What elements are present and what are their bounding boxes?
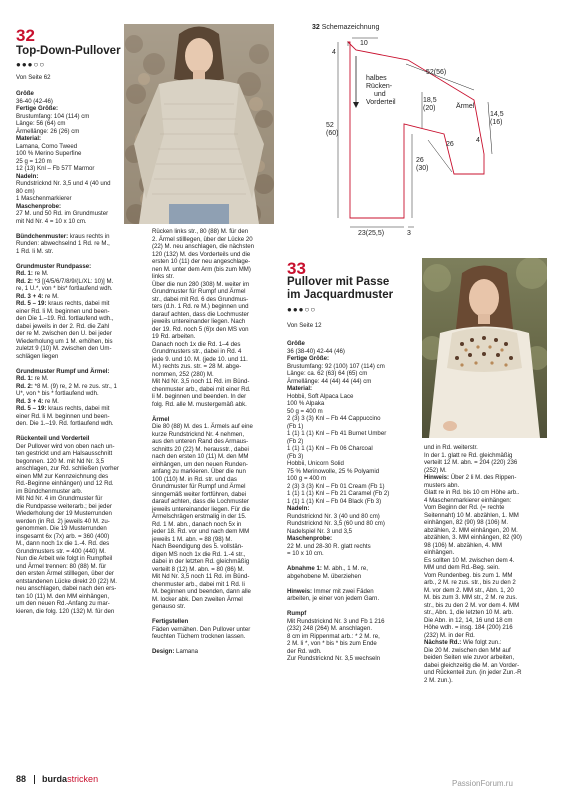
svg-text:und: und	[374, 91, 386, 98]
heading-text: Rumpf	[287, 610, 307, 617]
schematic-drawing	[286, 32, 506, 244]
text-line: Lamana, Como Tweed	[16, 142, 78, 150]
text-line: Länge: ca. 62 (63) 64 (65) cm	[287, 370, 368, 377]
text-line: verteilt 12 M. abn. = 204 (220) 236	[424, 459, 518, 466]
text-line: anfang zu markieren. Über die nun	[152, 468, 246, 475]
heading-text: Größe	[287, 340, 305, 347]
inline-text: re M.	[43, 397, 59, 405]
text-line: 8 cm im Rippenmat arb.: * 2 M. re,	[287, 632, 380, 640]
section-heading	[287, 340, 417, 348]
text-line: Nach Beendigung des 5. vollstän-	[152, 543, 244, 550]
text-line: einer Rd. li M. beginnen und been-	[16, 307, 110, 315]
text-line: den. Die 1.–19. Rd. fortlaufend wdh.	[16, 420, 114, 427]
svg-text:(16): (16)	[490, 119, 503, 126]
text-line: Rundstricknd Nr. 3,5 (60 und 80 cm)	[287, 520, 385, 527]
section-heading	[16, 203, 134, 211]
text-line: 120 (132) M. des Vorderteils und die	[152, 250, 251, 258]
text-line: Rd.-Beginne einhängen) und 12 Rd.	[16, 480, 114, 487]
section-heading	[16, 405, 134, 413]
text-line: darauf achten, dass die Lochmuster	[152, 498, 249, 505]
heading-text: Größe	[16, 90, 34, 97]
heading-text: Maschenprobe:	[16, 202, 62, 210]
text-line: Mit Nd Nr. 3,5 noch 11 Rd. im Bünd-	[152, 573, 250, 580]
inline-text: Lamana	[174, 648, 199, 655]
text-line: Grundmuster für Rumpf und Ärmel	[152, 288, 246, 295]
text-line: M. beginnen und beenden, dann alle	[152, 588, 251, 595]
text-line: Ärmellänge: 26 (26) cm	[16, 127, 80, 135]
text-line: Runden: abwechselnd 1 Rd. re M.,	[16, 240, 110, 247]
text-line: 1 Maschenmarkierer	[16, 195, 72, 202]
text-line: li M. beginnen und beenden. In der	[152, 393, 247, 400]
text-line: Hobbii, Soft Alpaca Lace	[287, 392, 354, 400]
text-line: Mit Nd Nr. 4 im Grundmuster für	[16, 495, 103, 502]
text-line: und Rückenteil zun. (in jeder Zun.-R	[424, 669, 522, 676]
heading-text: Nadeln:	[287, 505, 310, 512]
text-line	[152, 408, 272, 416]
text-line: Mit Rundstricknd Nr. 3 und Fb 1 216	[287, 617, 385, 625]
heading-text: Maschenprobe:	[287, 535, 333, 542]
text-line	[16, 360, 134, 368]
heading-text: Grundmuster Rundpasse:	[16, 262, 92, 270]
svg-text:26: 26	[446, 141, 454, 148]
text-line	[16, 428, 134, 436]
text-line: 2 M. zun.).	[424, 676, 453, 684]
text-line: Fäden vernähen. Den Pullover unter	[152, 625, 251, 633]
text-line: 75 % Merinowolle, 25 % Polyamid	[287, 467, 380, 475]
section-heading	[16, 300, 134, 308]
text-line	[287, 558, 417, 566]
section-heading	[287, 565, 417, 573]
text-line: Rundstricknd Nr. 3,5 und 4 (40 und	[16, 180, 111, 187]
text-line: Rd. 1 M. abn., danach noch 5x in	[152, 520, 242, 528]
heading-text: Nächste Rd.:	[424, 639, 462, 646]
text-line: str., dabei mit Rd. 6 des Grundmus-	[152, 295, 249, 303]
section-heading	[424, 474, 552, 482]
section-heading	[287, 535, 417, 543]
text-line: M. vor dem 2. MM str., Abn. 1, 20	[424, 586, 514, 594]
text-line: chenmuster arb., dabei mit 1 Rd. li	[152, 580, 245, 588]
text-line: sinngemäß weiter fortführen, dabei	[152, 490, 247, 498]
text-line: 50 g = 400 m	[287, 407, 323, 415]
svg-text:52: 52	[326, 122, 334, 129]
text-line: der 19. Rd. noch 5 (6)x den MS von	[152, 325, 249, 333]
text-line: 98 (106) M. abzählen, 4. MM	[424, 541, 502, 549]
text-line: = 10 x 10 cm.	[287, 550, 324, 557]
text-line: Zur Rundstricknd Nr. 3,5 wechseln	[287, 655, 381, 662]
schematic-outline	[348, 42, 484, 218]
heading-text: Fertigstellen	[152, 618, 189, 625]
text-line: kurze Rundstricknd Nr. 4 nehmen,	[152, 430, 245, 438]
section-heading	[152, 648, 272, 656]
text-line: Vom Rundenbeg. bis zum 1. MM	[424, 571, 513, 579]
text-line: (252) M.	[424, 466, 447, 474]
text-line: str., Abn. 1, die letzten 10 M. arb.	[424, 609, 514, 616]
text-line: entstandenen Lücke direkt 20 (22) M.	[16, 577, 117, 585]
section-heading	[287, 610, 417, 618]
heading-text: Rd. 3 + 4:	[16, 292, 44, 300]
svg-text:18,5: 18,5	[423, 97, 437, 104]
svg-text:4: 4	[476, 137, 480, 144]
section-heading	[152, 416, 272, 424]
text-line: jeweils 1 M. abn. = 88 (98) M.	[152, 535, 233, 543]
section-heading	[287, 588, 417, 596]
inline-text: Immer mit zwei Fäden	[312, 587, 374, 595]
section-heading	[16, 278, 134, 286]
inline-text: M. abh., 1 M. re,	[321, 565, 368, 572]
text-line: der Rd. wdh.	[287, 647, 322, 655]
text-line: Ärmelschrägen erstmalig in der 15.	[152, 513, 247, 520]
text-line	[16, 255, 134, 263]
text-line: 1 (1) 1 (1) Knl – Fb 21 Caramel (Fb 2)	[287, 490, 390, 497]
heading-text: Nadeln:	[16, 172, 39, 180]
text-line: abgehobene M. überziehen	[287, 572, 362, 580]
heading-text: Hinweis:	[287, 587, 313, 595]
text-line: 19 Rd. arbeiten.	[152, 333, 196, 340]
text-line: str., bis zu den 2 M. vor dem 4. MM	[424, 601, 520, 609]
text-line: jede 9. und 10. M. (jede 10. und 11.	[152, 355, 248, 363]
heading-text: Grundmuster Rumpf und Ärmel:	[16, 367, 110, 375]
svg-text:14,5: 14,5	[490, 111, 504, 118]
text-line: Rücken links str., 80 (88) M. für den	[152, 228, 249, 235]
heading-text: Rd. 3 + 4:	[16, 397, 44, 405]
section-heading	[16, 135, 134, 143]
heading-text: Fertige Größe:	[16, 105, 58, 112]
text-line: M.) rechts zus. str. = 28 M. abge-	[152, 363, 242, 370]
pattern-title-32: Top-Down-Pullover	[16, 45, 121, 57]
text-line: ters (d.h. 1 Rd. re M.) beginnen und	[152, 303, 249, 310]
text-line: In der 1. glatt re Rd. gleichmäßig	[424, 451, 513, 459]
section-heading	[16, 383, 134, 391]
text-line: dabei in der letzten Rd. gleichmäßig	[152, 558, 250, 565]
pattern-number-33: 33	[287, 259, 306, 278]
text-line: jeweils untereinander liegen. Für die	[152, 505, 250, 513]
text-line: schnitts 20 (22) M. herausstr., dabei	[152, 445, 249, 453]
from-page-32: Von Seite 62	[16, 74, 51, 81]
text-line	[287, 603, 417, 611]
brand-light: stricken	[67, 774, 99, 784]
inline-text: kraus rechts in	[68, 232, 110, 240]
text-line: 80 cm)	[16, 187, 35, 195]
text-line: 1 (1) 1 (1) Knl – Fb 41 Burnet Umber	[287, 430, 387, 437]
text-line: Glatt re in Rd. bis 10 cm Höhe arb..	[424, 489, 520, 496]
brand-bold: burda	[42, 774, 68, 784]
text-line: Hobbii, Unicorn Solid	[287, 460, 344, 467]
svg-text:3: 3	[407, 230, 411, 237]
inline-text: kraus rechts, dabei mit	[46, 405, 110, 412]
text-line: einhängen.	[424, 549, 455, 556]
text-line: und Ärmel trennen: 80 (88) M. für	[16, 562, 107, 570]
svg-text:(30): (30)	[416, 165, 429, 172]
text-line: darauf achten, dass die Lochmuster	[152, 310, 249, 318]
text-line: Danach noch 1x die Rd. 1–4 des	[152, 340, 241, 348]
text-line: 12 (13) Knl – Fb 57T Marmor	[16, 165, 95, 172]
section-heading	[16, 263, 134, 271]
text-line: jeweils untereinander liegen. Nach	[152, 318, 246, 325]
from-page-33: Von Seite 12	[287, 322, 322, 329]
text-line: Grundmusters str. = 400 (440) M.	[16, 547, 106, 555]
text-line: digen MS noch 1x die Rd. 1.-4 str.,	[152, 550, 246, 558]
footer-divider	[34, 775, 35, 784]
text-line: arb., 2 M. re zus. str., bis zu den 2	[424, 579, 516, 586]
text-line: neu anschlagen, dabei nach den ers-	[16, 585, 117, 592]
section-heading	[16, 173, 134, 181]
section-heading	[16, 105, 134, 113]
heading-text: Hinweis:	[424, 474, 450, 481]
text-line: anschlagen, zur Rd. schließen (vorher	[16, 465, 119, 472]
heading-text: Rd. 1:	[16, 375, 33, 382]
text-line: mit Nd Nr. 4 = 10 x 10 cm.	[16, 217, 87, 225]
section-heading	[16, 293, 134, 301]
svg-text:Rücken-: Rücken-	[366, 83, 393, 90]
photo-top-down-pullover	[124, 24, 274, 224]
text-line: Die 80 (88) M. des 1. Ärmels auf eine	[152, 423, 253, 430]
heading-text: Rd. 2:	[16, 382, 33, 390]
section-heading	[287, 355, 417, 363]
text-line: 36-40 (42-46)	[16, 97, 53, 105]
text-line: verteilt 8 (12) M. abn. = 80 (86) M.	[152, 565, 245, 573]
heading-text: Rd. 1:	[16, 270, 33, 277]
text-line: genauso str.	[152, 603, 186, 610]
section-heading	[16, 90, 134, 98]
text-line: um den neuen Rd.-Anfang zu mar-	[16, 600, 110, 607]
heading-text: Design:	[152, 648, 175, 655]
text-line: 22 M. und 28-30 R. glatt rechts	[287, 542, 371, 550]
text-line: insgesamt 6x (7x) arb. = 360 (400)	[16, 532, 110, 540]
text-line: arbeiten, je einer von jedem Garn.	[287, 595, 380, 602]
instructions-column-3	[287, 340, 417, 663]
inline-text: *3 [(4/5/6/7/8/9/(L/XL: 10)] M.	[32, 277, 114, 285]
text-line: begonnen. 120 M. mit Nd Nr. 3,5	[16, 457, 105, 465]
inline-text: Wie folgt zun.:	[461, 639, 502, 646]
text-line: 1 Rd. li M. str.	[16, 247, 54, 255]
text-line: (Fb 1)	[287, 422, 304, 430]
heading-text: Abnahme 1:	[287, 565, 322, 572]
text-line: zuletzt 9 (10) M. zwischen den Um-	[16, 345, 112, 352]
text-line: jeder 18. Rd. vor und nach dem MM	[152, 528, 250, 535]
text-line: M., dann noch 1x die 1.-4. Rd. des	[16, 540, 110, 547]
text-line: links str.	[152, 273, 175, 280]
section-heading	[287, 385, 417, 393]
difficulty-rating-33: ●●●○○	[287, 305, 317, 314]
difficulty-rating-32: ●●●○○	[16, 60, 46, 69]
text-line	[16, 225, 134, 233]
text-line: einhängen, 82 (90) 98 (106) M.	[424, 519, 509, 526]
text-line: abzählen, 3. MM einhängen, 82 (90)	[424, 534, 522, 541]
woman-in-pullover-image	[124, 24, 274, 224]
section-heading	[16, 270, 134, 278]
pattern-title-33-line1: Pullover mit Passe	[287, 276, 390, 288]
text-line: Seitennaht) 10 M. abzählen, 1. MM	[424, 511, 519, 519]
section-heading	[152, 618, 272, 626]
svg-text:Ärmel: Ärmel	[456, 103, 475, 110]
instructions-column-4	[424, 444, 552, 684]
text-line: beiden Seiten wie zuvor arbeiten,	[424, 654, 515, 661]
svg-text:Vorderteil: Vorderteil	[366, 99, 396, 106]
heading-text: Material:	[287, 385, 313, 392]
text-line: Über die nun 280 (308) M. weiter im	[152, 280, 250, 288]
instructions-column-2	[152, 228, 272, 656]
text-line: nach den ersten 10 (11) M. den MM	[152, 453, 249, 460]
heading-text: Rd. 5 – 19:	[16, 405, 47, 412]
text-line: ten gestrickt und am Halsausschnitt	[16, 450, 113, 457]
text-line: folg. Rd. alle M. mustergemäß abk.	[152, 400, 247, 408]
text-line: 2 M. li *, von * bis * bis zum Ende	[287, 640, 377, 647]
text-line: schlägen liegen	[16, 352, 59, 360]
heading-text: Rd. 2:	[16, 277, 33, 285]
heading-text: Rückenteil und Vorderteil	[16, 435, 90, 442]
text-line: den ersten Ärmel stilllegen, über der	[16, 570, 114, 577]
text-line: Es sollten 10 M. zwischen dem 4.	[424, 556, 515, 564]
text-line: im Bündchenmuster arb.	[16, 487, 83, 495]
text-line: Wiederholung um 1 M. erhöhen, bis	[16, 337, 113, 345]
text-line: 1 (1) 1 (1) Knl – Fb 06 Charcoal	[287, 445, 373, 452]
text-line	[152, 611, 272, 619]
instructions-column-1	[16, 90, 134, 615]
text-line: 100 % Merino Superfine	[16, 150, 82, 157]
text-line: Vom Beginn der Rd. (= rechte	[424, 504, 505, 511]
text-line: Der Pullover wird von oben nach un-	[16, 442, 115, 450]
svg-text:10: 10	[360, 40, 368, 47]
text-line: 2 (3) 3 (3) Knl – Fb 44 Cappuccino	[287, 415, 381, 422]
pattern-title-33-line2: im Jacquardmuster	[287, 289, 394, 301]
section-heading	[16, 233, 134, 241]
text-line: ersten 10 (11) der neu angeschlage-	[152, 258, 251, 265]
heading-text: Bündchenmuster:	[16, 232, 69, 240]
text-line: Grundmusters str., dabei in Rd. 4	[152, 348, 242, 355]
text-line: Grundmuster für Rumpf und Ärmel	[152, 483, 246, 490]
text-line: (232) M. in der Rd.	[424, 631, 475, 639]
text-line	[152, 641, 272, 649]
text-line: 100 g = 400 m	[287, 475, 327, 482]
text-line: und in Rd. weiterstr.	[424, 444, 478, 451]
text-line: Länge: 56 (64) cm	[16, 120, 66, 127]
text-line: Nun die Arbeit wie folgt in Rumpfteil	[16, 555, 113, 562]
text-line: 4 Maschenmarkierer einhängen:	[424, 496, 512, 504]
section-heading	[16, 375, 134, 383]
text-line: feuchten Tüchern trocknen lassen.	[152, 633, 246, 640]
text-line: Die 20 M. zwischen den MM auf	[424, 646, 511, 654]
text-line: 1 (1) 1 (1) Knl – Fb 04 Black (Fb 3)	[287, 497, 382, 505]
text-line: dabei jeweils in der 2. Rd. die Zahl	[16, 322, 110, 330]
text-line: einer Rd. li M. beginnen und been-	[16, 412, 110, 420]
text-line: nommen, 252 (280) M.	[152, 370, 214, 378]
section-heading	[16, 368, 134, 376]
text-line: M. bis zum 3. MM str., 2 M. re zus.	[424, 594, 518, 601]
text-line: nen M. unter dem Arm (bis zum MM)	[152, 265, 251, 273]
text-line: musters abn.	[424, 481, 460, 489]
text-line: (232) 248 (264) M. anschlagen.	[287, 625, 373, 632]
inline-text: re M.	[43, 292, 59, 300]
text-line: 36 (38-40) 42-44 (46)	[287, 347, 345, 355]
text-line: werden (in Rd. 2) jeweils 40 M. zu-	[16, 517, 110, 525]
photo-jacquard-pullover	[422, 258, 547, 438]
text-line: Brustumfang: 104 (114) cm	[16, 112, 90, 120]
schematic-header: 32 Schemazeichnung	[312, 24, 380, 31]
text-line: abzählen, 2. MM einhängen, 20 M.	[424, 526, 518, 534]
text-line: kieren, die folg. 120 (132) M. für den	[16, 607, 115, 615]
watermark: PassionForum.ru	[452, 779, 513, 788]
text-line: aus den unteren Rand des Armaus-	[152, 438, 249, 445]
text-line	[287, 580, 417, 588]
text-line: einen MM zur Kennzeichnung des	[16, 472, 109, 480]
svg-text:(20): (20)	[423, 105, 436, 112]
inline-text: re M.	[32, 375, 49, 382]
text-line: 27 M. und 50 Rd. im Grundmuster	[16, 210, 109, 217]
svg-text:23(25,5): 23(25,5)	[358, 230, 385, 237]
text-line: Rundstricknd Nr. 3 (40 und 80 cm)	[287, 512, 380, 520]
text-line: Höhe wdh. = insg. 184 (200) 216	[424, 624, 513, 631]
text-line: ten 10 (11) M. den MM einhängen,	[16, 592, 110, 600]
heading-text: Fertige Größe:	[287, 355, 329, 362]
svg-text:(60): (60)	[326, 130, 339, 137]
inline-text: kraus rechts, dabei mit	[46, 300, 110, 307]
section-heading	[16, 435, 134, 443]
inline-text: Über 2 li M. des Rippen-	[449, 474, 517, 481]
text-line: den Die 1.–19. Rd. fortlaufend wdh.,	[16, 315, 114, 322]
text-line: die Rundpasse weiterarb.; bei jeder	[16, 502, 112, 510]
svg-text:halbes: halbes	[366, 75, 387, 82]
heading-text: Rd. 5 – 19:	[16, 300, 47, 307]
svg-text:4: 4	[332, 49, 336, 56]
text-line: Ärmellänge: 44 (44) 44 (44) cm	[287, 377, 372, 385]
text-line: Mit Nd Nr. 3,5 noch 11 Rd. im Bünd-	[152, 378, 250, 385]
heading-text: Ärmel	[152, 415, 170, 423]
text-line: 2 (3) 3 (3) Knl – Fb 01 Cream (Fb 1)	[287, 482, 385, 490]
text-line: 25 g = 120 m	[16, 157, 52, 165]
text-line: U*, von * bis * fortlaufend wdh.	[16, 390, 99, 397]
woman-in-jacquard-pullover-image	[422, 258, 547, 438]
text-line: einhängen, um den neuen Runden-	[152, 460, 248, 468]
page-number: 88	[16, 774, 27, 784]
text-line: MM und dem Rd.-Beg. sein.	[424, 564, 500, 571]
text-line: (Fb 2)	[287, 437, 304, 445]
svg-text:26: 26	[416, 157, 424, 164]
text-line: M. locker abk. Den zweiten Ärmel	[152, 595, 243, 603]
pattern-number-32: 32	[16, 26, 35, 45]
text-line: genommen. Die 19 Musterrunden	[16, 525, 107, 532]
section-heading	[16, 398, 134, 406]
text-line: dabei gleichzeitig die M. an Vorder-	[424, 661, 520, 669]
text-line: 2. Ärmel stilllegen, über der Lücke 20	[152, 235, 253, 243]
text-line: Die Abn. in 12, 14, 16 und 18 cm	[424, 616, 513, 624]
page-footer	[16, 774, 98, 784]
text-line: der re M. zwischen den U. bei jeder	[16, 330, 112, 337]
inline-text: re M.	[32, 270, 49, 277]
section-heading	[287, 505, 417, 513]
text-line: (22) M. neu anschlagen, die nächsten	[152, 243, 254, 250]
text-line: 100 (110) M. in Rd. str. und das	[152, 475, 237, 483]
section-heading	[424, 639, 552, 647]
heading-text: Material:	[16, 135, 42, 142]
text-line: Nadelspiel Nr. 3 und 3,5	[287, 527, 353, 535]
svg-text:52(56): 52(56)	[426, 69, 447, 76]
text-line: Wiederholung der 19 Musterrunden	[16, 510, 112, 517]
inline-text: *8 M. (9) re, 2 M. re zus. str., 1	[32, 382, 117, 390]
text-line: chenmuster arb., dabei mit einer Rd.	[152, 385, 251, 393]
text-line: (Fb 3)	[287, 452, 304, 460]
text-line: re, 1 U.*, von * bis* fortlaufend wdh.	[16, 285, 113, 292]
text-line: Brustumfang: 92 (100) 107 (114) cm	[287, 362, 385, 370]
text-line: 100 % Alpaka	[287, 400, 325, 407]
